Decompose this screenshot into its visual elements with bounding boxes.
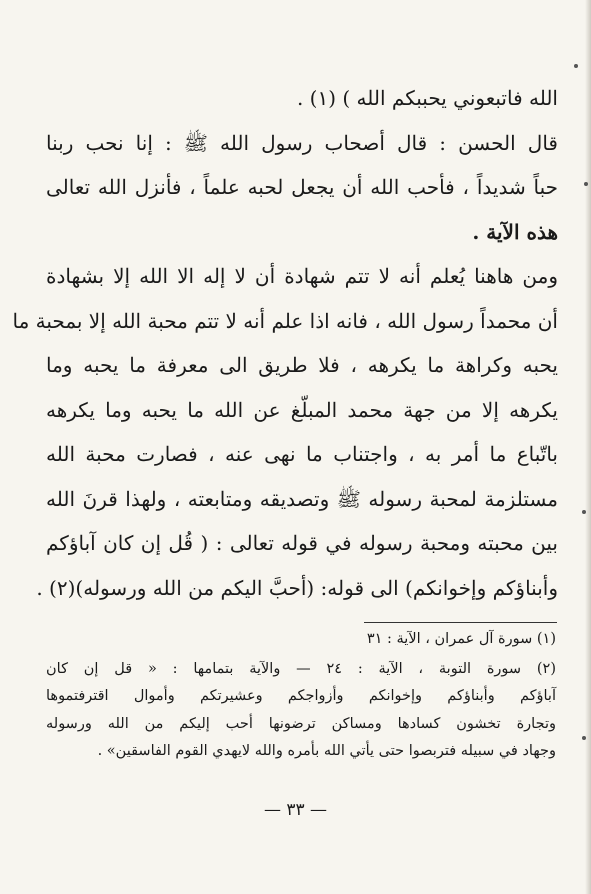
text-line: وأبناؤكم وإخوانكم) الى قوله: (أحبَّ اليكم من الله ورسوله)(٢) .	[36, 575, 558, 600]
text-line: باتّباع ما أمر به ، واجتناب ما نهى عنه ، فصارت محبة الله	[46, 442, 558, 466]
margin-speck	[582, 736, 586, 740]
margin-speck	[574, 64, 578, 68]
footnote-line: آباؤكم وأبناؤكم وإخوانكم وأزواجكم وعشيرتكم وأموال اقترفتموها	[46, 688, 556, 704]
text-line: يكرهه إلا من جهة محمد المبلّغ عن الله ما يحبه وما يكرهه	[46, 397, 558, 422]
text-line: مستلزمة لمحبة رسوله ﷺ وتصديقه ومتابعته ، ولهذا قرنَ الله	[46, 486, 558, 511]
footnote-line: وجهاد في سبيله فتربصوا حتى يأتي الله بأمره والله لايهدي القوم الفاسقين» .	[97, 743, 556, 759]
text-line: بين محبته ومحبة رسوله في قوله تعالى : ( قُل إن كان آباؤكم	[46, 531, 558, 555]
page-edge-shadow	[585, 0, 591, 894]
footnote-separator	[364, 622, 557, 623]
text-line: حباً شديداً ، فأحب الله أن يجعل لحبه علماً ، فأنزل الله تعالى	[46, 175, 558, 199]
footnote-line: (٢) سورة التوبة ، الآية : ٢٤ — والآية بتمامها : « قل إن كان	[46, 660, 556, 677]
text-line: يحبه وكراهة ما يكرهه ، فلا طريق الى معرفة ما يحبه وما	[46, 353, 558, 377]
footnote-line: وتجارة تخشون كسادها ومساكن ترضونها أحب إليكم من الله ورسوله	[46, 715, 556, 732]
text-line: قال الحسن : قال أصحاب رسول الله ﷺ : إنا نحب ربنا	[46, 130, 558, 155]
text-line: الله فاتبعوني يحببكم الله ) (١) .	[296, 86, 558, 110]
text-line: هذه الآية .	[472, 219, 558, 244]
main-text	[12, 76, 558, 610]
footnotes	[46, 626, 556, 766]
text-line: ومن هاهنا يُعلم أنه لا تتم شهادة أن لا إله الا الله إلا بشهادة	[46, 264, 558, 288]
margin-speck	[582, 510, 586, 514]
page-number: — ٣٣ —	[263, 800, 328, 820]
margin-speck	[584, 182, 588, 186]
text-line: أن محمداً رسول الله ، فانه اذا علم أنه لا تتم محبة الله إلا بمحبة ما	[12, 308, 558, 333]
footnote-line: (١) سورة آل عمران ، الآية : ٣١	[366, 631, 556, 647]
